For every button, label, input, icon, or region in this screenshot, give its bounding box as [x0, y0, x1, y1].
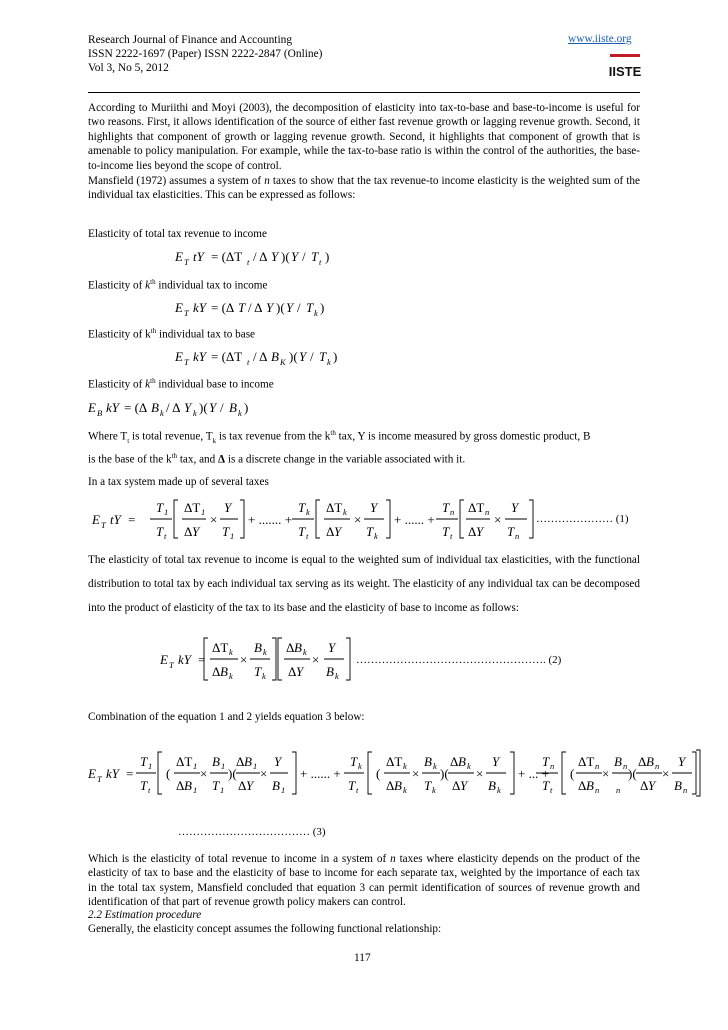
paragraph-conclusion: Which is the elasticity of total revenue to income in a system of n taxes where elasticity depends on the product of the elasticity of tax to base and the elasticity of base to income for each separate tax, weighted by the importance of each tax in the total tax system, Mansfield concluded that equation 3 can permit identification of sources of revenue growth and identification of that part of revenue growth policy makers can control. [88, 853, 640, 909]
svg-text:T: T [140, 754, 148, 769]
svg-text:T: T [156, 524, 164, 539]
def-total-tax-elasticity: Elasticity of total tax revenue to income [88, 228, 267, 240]
svg-text:E: E [92, 512, 100, 527]
svg-text:Δ: Δ [288, 664, 297, 679]
equation-3-label: ……………………………… (3) [178, 826, 326, 838]
svg-text:IISTE: IISTE [608, 64, 642, 79]
svg-text:tY: tY [193, 249, 204, 264]
svg-text:= (ΔT: = (ΔT [211, 349, 243, 364]
svg-text:T: T [101, 520, 106, 530]
svg-text:k: k [467, 761, 471, 771]
svg-text:k: k [374, 531, 378, 541]
svg-text:Y: Y [271, 249, 279, 264]
svg-text:1: 1 [281, 785, 286, 795]
svg-text:1: 1 [193, 761, 198, 771]
svg-text:k: k [229, 671, 233, 681]
svg-text:K: K [280, 357, 286, 367]
svg-text:B: B [271, 349, 279, 364]
svg-text:n: n [623, 761, 628, 771]
svg-text:×: × [476, 766, 484, 781]
svg-text:t: t [319, 257, 322, 267]
svg-text:n: n [595, 761, 600, 771]
svg-text:B: B [254, 640, 262, 655]
svg-text:Y: Y [224, 500, 232, 515]
svg-text:Y: Y [286, 300, 294, 315]
svg-text:k: k [433, 761, 437, 771]
svg-text:(: ( [376, 766, 381, 781]
svg-text:)(: )( [199, 400, 208, 415]
header-rule [88, 92, 640, 93]
svg-text:T: T [298, 524, 306, 539]
equation-1-label: ………………… (1) [536, 513, 629, 525]
svg-text:Δ: Δ [326, 524, 335, 539]
tax-system-line: In a tax system made up of several taxes [88, 476, 269, 488]
svg-text:Δ: Δ [640, 778, 649, 793]
svg-text:Y: Y [266, 300, 274, 315]
svg-text:): ) [333, 349, 338, 364]
svg-text:Y: Y [511, 500, 519, 515]
equation-2 [160, 634, 360, 684]
svg-text:T: T [542, 754, 550, 769]
svg-text:E: E [175, 349, 183, 364]
svg-text:B: B [184, 778, 192, 793]
svg-text:/ Δ: / Δ [166, 400, 181, 415]
def-kth-base-income: Elasticity of $k^{th}$ individual base to income [88, 377, 274, 391]
paragraph-weighted-sum: The elasticity of total tax revenue to income is equal to the weighted sum of individual tax elasticities, with the functional distribution to total tax by each individual tax serving as its weight. The elasticity of any individual tax can be decomposed into the product of elasticity of the tax to its base and the elasticity of base to income as follows: [88, 554, 640, 614]
svg-text:)(: )( [289, 349, 298, 364]
svg-text:×: × [260, 766, 268, 781]
svg-text:1: 1 [193, 785, 198, 795]
svg-text:T: T [169, 660, 174, 670]
svg-text:+ ... +: + ... + [518, 766, 549, 781]
svg-text:k: k [343, 507, 347, 517]
svg-text:/ Δ: / Δ [253, 249, 268, 264]
svg-text:+ ...... +: + ...... + [300, 766, 341, 781]
svg-text:t: t [247, 357, 250, 367]
svg-text:n: n [485, 507, 490, 517]
equation-2-label: ……………………………………………. (2) [356, 654, 562, 666]
svg-text:Δ: Δ [468, 524, 477, 539]
svg-text:T: T [542, 778, 550, 793]
svg-text:/: / [310, 349, 314, 364]
svg-text:B: B [294, 640, 302, 655]
svg-text:t: t [247, 257, 250, 267]
svg-text:Δ: Δ [386, 778, 395, 793]
journal-title: Research Journal of Finance and Accounting [88, 34, 293, 46]
equation-3 [88, 748, 700, 798]
svg-text:Δ: Δ [236, 754, 245, 769]
svg-text:)(: )( [228, 766, 237, 781]
equation-kth-tax-income [175, 296, 375, 320]
svg-text:T: T [366, 524, 374, 539]
svg-text:T: T [212, 778, 220, 793]
svg-text:Y: Y [370, 500, 378, 515]
svg-text:×: × [602, 766, 610, 781]
svg-text:Δ: Δ [638, 754, 647, 769]
where-definitions-line1: Where $T_t$ is total revenue, $T_k$ is tax revenue from the $k^{th}$ tax, Y is income measured by gross domestic product, B [88, 429, 591, 445]
svg-text:ΔT: ΔT [212, 640, 229, 655]
svg-text:Δ: Δ [450, 754, 459, 769]
svg-text:): ) [244, 400, 249, 415]
svg-text:×: × [200, 766, 208, 781]
svg-text:t: t [450, 531, 453, 541]
svg-text:T: T [306, 300, 314, 315]
svg-text:)(: )( [281, 249, 290, 264]
svg-text:T: T [507, 524, 515, 539]
equation-kth-tax-base [175, 345, 385, 369]
svg-text:n: n [655, 761, 660, 771]
svg-text:Δ: Δ [176, 778, 185, 793]
svg-text:k: k [263, 647, 267, 657]
svg-text:kY: kY [178, 652, 191, 667]
svg-text:t: t [356, 785, 359, 795]
svg-text:×: × [494, 512, 502, 527]
svg-text:k: k [432, 785, 436, 795]
paragraph-functional-relationship: Generally, the elasticity concept assumes the following functional relationship: [88, 923, 442, 935]
svg-text:Y: Y [274, 754, 282, 769]
def-kth-tax-base: Elasticity of $k^{th}$ individual tax to base [88, 327, 256, 341]
svg-text:T: T [238, 300, 246, 315]
svg-text:)(: )( [628, 766, 637, 781]
svg-text:×: × [210, 512, 218, 527]
svg-text:B: B [151, 400, 159, 415]
svg-text:kY: kY [106, 766, 119, 781]
svg-text:B: B [586, 778, 594, 793]
svg-text:1: 1 [148, 761, 153, 771]
svg-text:Y: Y [291, 249, 299, 264]
svg-text:t: t [164, 531, 167, 541]
svg-text:ΔT: ΔT [176, 754, 193, 769]
svg-text:/: / [302, 249, 306, 264]
svg-text:k: k [497, 785, 501, 795]
svg-text:T: T [254, 664, 262, 679]
svg-text:Δ: Δ [578, 778, 587, 793]
svg-text:×: × [354, 512, 362, 527]
svg-text:ΔT: ΔT [184, 500, 201, 515]
svg-text:B: B [326, 664, 334, 679]
svg-text:n: n [683, 785, 688, 795]
svg-text:ΔT: ΔT [468, 500, 485, 515]
svg-text:Y: Y [296, 664, 304, 679]
svg-text:Δ: Δ [452, 778, 461, 793]
where-definitions-line2: is the base of the $k^{th}$ tax, and Δ is a discrete change in the variable associated with it. [88, 452, 466, 466]
equation-kth-base-income [88, 396, 288, 420]
svg-text:k: k [229, 647, 233, 657]
section-heading: 2.2 Estimation procedure [88, 909, 202, 921]
svg-text:Δ: Δ [238, 778, 247, 793]
svg-text:t: t [148, 785, 151, 795]
svg-text:B: B [424, 754, 432, 769]
equation-1 [92, 494, 512, 546]
svg-text:k: k [327, 357, 331, 367]
equation-total-elasticity [175, 245, 375, 269]
svg-text:k: k [160, 408, 164, 418]
svg-text:n: n [450, 507, 455, 517]
svg-text:= (ΔT: = (ΔT [211, 249, 243, 264]
svg-text:n: n [595, 785, 600, 795]
svg-text:Y: Y [476, 524, 484, 539]
paragraph-decomposition: According to Muriithi and Moyi (2003), the decomposition of elasticity into tax-to-base and base-to-income is useful for two reasons. First, it allows identification of the source of either fast revenue growth or lagging revenue growth. Second, it highlights that component of growth or lagging revenue growth. Second, it highlights that component of growth that is amenable to policy manipulation. For example, while the tax-to-base ratio is within the control of the authorities, the base-to-income lies beyond the scope of control. [88, 102, 640, 172]
svg-text:1: 1 [230, 531, 235, 541]
svg-text:Y: Y [209, 400, 217, 415]
svg-text:+ ....... +: + ....... + [248, 512, 292, 527]
svg-text:k: k [335, 671, 339, 681]
svg-text:1: 1 [164, 507, 169, 517]
svg-text:B: B [646, 754, 654, 769]
svg-text:×: × [662, 766, 670, 781]
svg-text:=: = [128, 512, 136, 527]
svg-text:tY: tY [110, 512, 121, 527]
svg-text:E: E [175, 300, 183, 315]
svg-text:k: k [314, 308, 318, 318]
def-kth-tax-income: Elasticity of $k^{th}$ individual tax to income [88, 278, 268, 292]
equation-1-tail [495, 494, 535, 546]
svg-text:t: t [306, 531, 309, 541]
svg-text:1: 1 [220, 785, 225, 795]
svg-text:×: × [412, 766, 420, 781]
svg-text:k: k [403, 761, 407, 771]
svg-text:B: B [97, 408, 103, 418]
svg-text:=: = [198, 652, 206, 667]
svg-text:T: T [298, 500, 306, 515]
svg-text:Δ: Δ [286, 640, 295, 655]
svg-text:T: T [348, 778, 356, 793]
svg-text:): ) [320, 300, 325, 315]
svg-text:t: t [550, 785, 553, 795]
iiste-logo [608, 50, 642, 84]
delta-symbol: Δ [218, 453, 226, 466]
svg-text:B: B [229, 400, 237, 415]
svg-text:T: T [97, 774, 102, 784]
svg-text:B: B [244, 754, 252, 769]
combination-line: Combination of the equation 1 and 2 yields equation 3 below: [88, 711, 365, 723]
svg-text:E: E [175, 249, 183, 264]
svg-text:n: n [550, 761, 555, 771]
svg-text:T: T [350, 754, 358, 769]
svg-text:k: k [358, 761, 362, 771]
svg-text:(: ( [570, 766, 575, 781]
svg-text:= (Δ: = (Δ [211, 300, 235, 315]
page-number: 117 [354, 952, 371, 964]
svg-text:T: T [184, 308, 189, 318]
svg-text:×: × [240, 652, 248, 667]
svg-text:B: B [458, 754, 466, 769]
svg-text:1: 1 [253, 761, 258, 771]
svg-text:T: T [442, 500, 450, 515]
svg-text:T: T [319, 349, 327, 364]
svg-text:/ Δ: / Δ [253, 349, 268, 364]
svg-text:k: k [303, 647, 307, 657]
svg-text:×: × [312, 652, 320, 667]
journal-url-link[interactable]: www.iiste.org [568, 33, 632, 45]
svg-text:E: E [88, 766, 96, 781]
svg-text:kY: kY [106, 400, 119, 415]
svg-text:kY: kY [193, 349, 206, 364]
svg-text:ΔT: ΔT [386, 754, 403, 769]
svg-text:T: T [311, 249, 319, 264]
svg-text:k: k [306, 507, 310, 517]
svg-text:k: k [193, 408, 197, 418]
svg-text:Y: Y [192, 524, 200, 539]
svg-text:/ Δ: / Δ [248, 300, 263, 315]
svg-text:Y: Y [184, 400, 192, 415]
journal-volume: Vol 3, No 5, 2012 [88, 62, 169, 74]
svg-text:Y: Y [299, 349, 307, 364]
svg-text:B: B [614, 754, 622, 769]
svg-text:k: k [403, 785, 407, 795]
svg-text:n: n [515, 531, 520, 541]
svg-text:+ ...... +: + ...... + [394, 512, 435, 527]
svg-text:T: T [140, 778, 148, 793]
svg-text:B: B [212, 754, 220, 769]
svg-text:Δ: Δ [184, 524, 193, 539]
svg-text:Y: Y [246, 778, 254, 793]
svg-text:Δ: Δ [212, 664, 221, 679]
svg-text:Y: Y [678, 754, 686, 769]
svg-text:Y: Y [460, 778, 468, 793]
svg-text:(: ( [166, 766, 171, 781]
svg-text:k: k [262, 671, 266, 681]
svg-text:)(: )( [440, 766, 449, 781]
svg-text:T: T [184, 357, 189, 367]
svg-text:B: B [674, 778, 682, 793]
svg-text:kY: kY [193, 300, 206, 315]
svg-text:n: n [616, 785, 621, 795]
svg-text:= (Δ: = (Δ [124, 400, 148, 415]
svg-text:1: 1 [201, 507, 206, 517]
svg-text:ΔT: ΔT [326, 500, 343, 515]
paragraph-mansfield: Mansfield (1972) assumes a system of n taxes to show that the tax revenue-to income elasticity is the weighted sum of the individual tax elasticities. This can be expressed as follows: [88, 175, 640, 202]
svg-text:T: T [184, 257, 189, 267]
svg-text:B: B [272, 778, 280, 793]
svg-text:k: k [238, 408, 242, 418]
svg-text:1: 1 [221, 761, 226, 771]
svg-text:ΔT: ΔT [578, 754, 595, 769]
svg-text:E: E [160, 652, 168, 667]
journal-issn: ISSN 2222-1697 (Paper) ISSN 2222-2847 (Online) [88, 48, 323, 60]
svg-text:T: T [442, 524, 450, 539]
svg-text:Y: Y [328, 640, 336, 655]
svg-text:B: B [220, 664, 228, 679]
svg-text:T: T [156, 500, 164, 515]
svg-text:Y: Y [492, 754, 500, 769]
svg-text:): ) [325, 249, 330, 264]
svg-text:B: B [394, 778, 402, 793]
svg-text:B: B [488, 778, 496, 793]
svg-text:/: / [297, 300, 301, 315]
svg-text:E: E [88, 400, 96, 415]
svg-text:Y: Y [334, 524, 342, 539]
svg-text:T: T [424, 778, 432, 793]
svg-text:T: T [222, 524, 230, 539]
svg-text:/: / [220, 400, 224, 415]
svg-text:=: = [126, 766, 134, 781]
svg-text:Y: Y [648, 778, 656, 793]
svg-text:)(: )( [276, 300, 285, 315]
